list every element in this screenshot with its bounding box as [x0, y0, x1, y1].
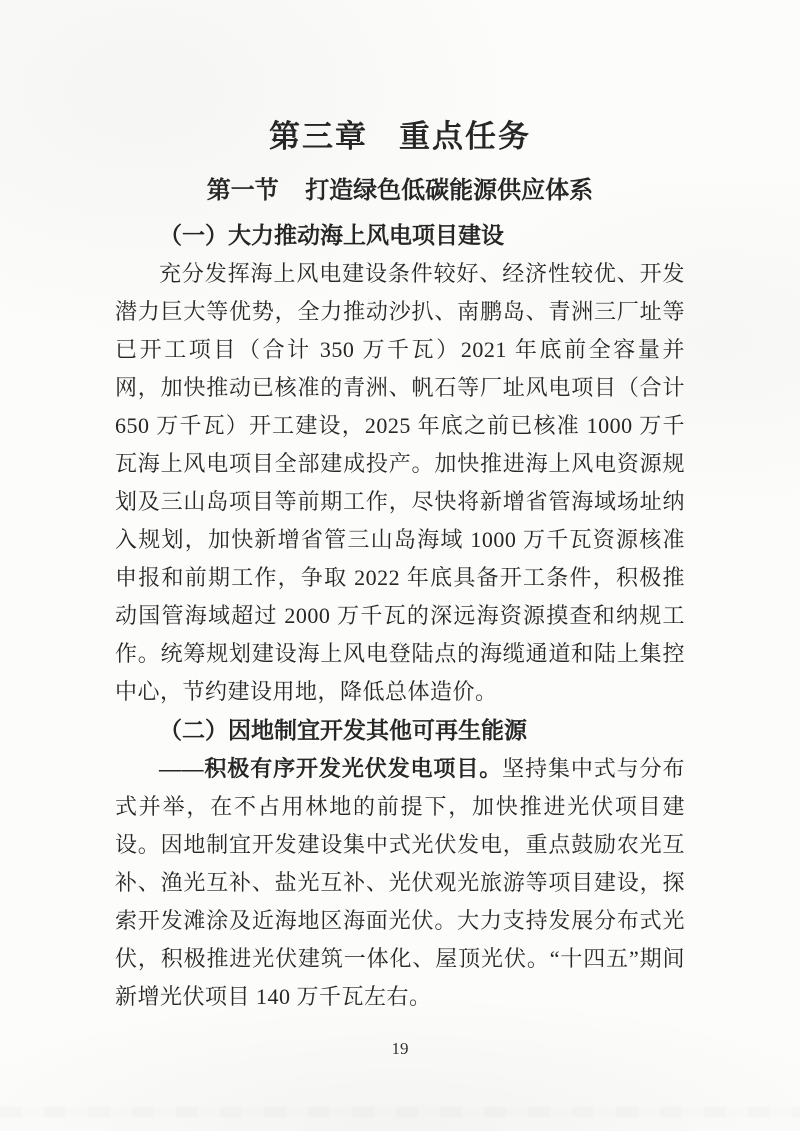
page-number: 19	[391, 1039, 409, 1058]
scan-artifact-edge	[0, 1107, 800, 1117]
section-heading	[115, 174, 685, 208]
subsection-2-item-body: 坚持集中式与分布式并举，在不占用林地的前提下，加快推进光伏项目建设。因地制宜开发建设集中式光伏发电，重点鼓励农光互补、渔光互补、盐光互补、光伏观光旅游等项目建设，探索开发滩涂及近海地区海面光伏。大力支持发展分布式光伏，积极推进光伏建筑一体化、屋顶光伏。“十四五”期间新增光伏项目 140 万千瓦左右。	[115, 756, 685, 1009]
subsection-2-heading: （二）因地制宜开发其他可再生能源	[159, 718, 527, 743]
subsection-1-paragraph: 充分发挥海上风电建设条件较好、经济性较优、开发潜力巨大等优势，全力推动沙扒、南鹏岛、青洲三厂址等已开工项目（合计 350 万千瓦）2021 年底前全容量并网，加快推动已核准的青洲、帆石等厂址风电项目（合计 650 万千瓦）开工建设，2025 年底之前已核准 1000 万千瓦海上风电项目全部建成投产。加快推进海上风电资源规划及三山岛项目等前期工作，尽快将新增省管海域场址纳入规划，加快新增省管三山岛海域 1000 万千瓦资源核准申报和前期工作，争取 2022 年底具备开工条件，积极推动国管海域超过 2000 万千瓦的深远海资源摸查和纳规工作。统筹规划建设海上风电登陆点的海缆通道和陆上集控中心，节约建设用地，降低总体造价。	[115, 261, 685, 704]
subsection-1-heading: （一）大力推动海上风电项目建设	[159, 223, 504, 248]
subsection-2-paragraph	[115, 750, 685, 1016]
section-label: 第一节	[206, 178, 279, 204]
chapter-title-text: 重点任务	[399, 119, 531, 154]
chapter-heading	[115, 116, 685, 158]
subsection-2-item-lead: ——积极有序开发光伏发电项目。	[159, 756, 503, 781]
chapter-label: 第三章	[269, 119, 368, 154]
page-content	[115, 116, 685, 1016]
section-title-text: 打造绿色低碳能源供应体系	[305, 178, 594, 204]
